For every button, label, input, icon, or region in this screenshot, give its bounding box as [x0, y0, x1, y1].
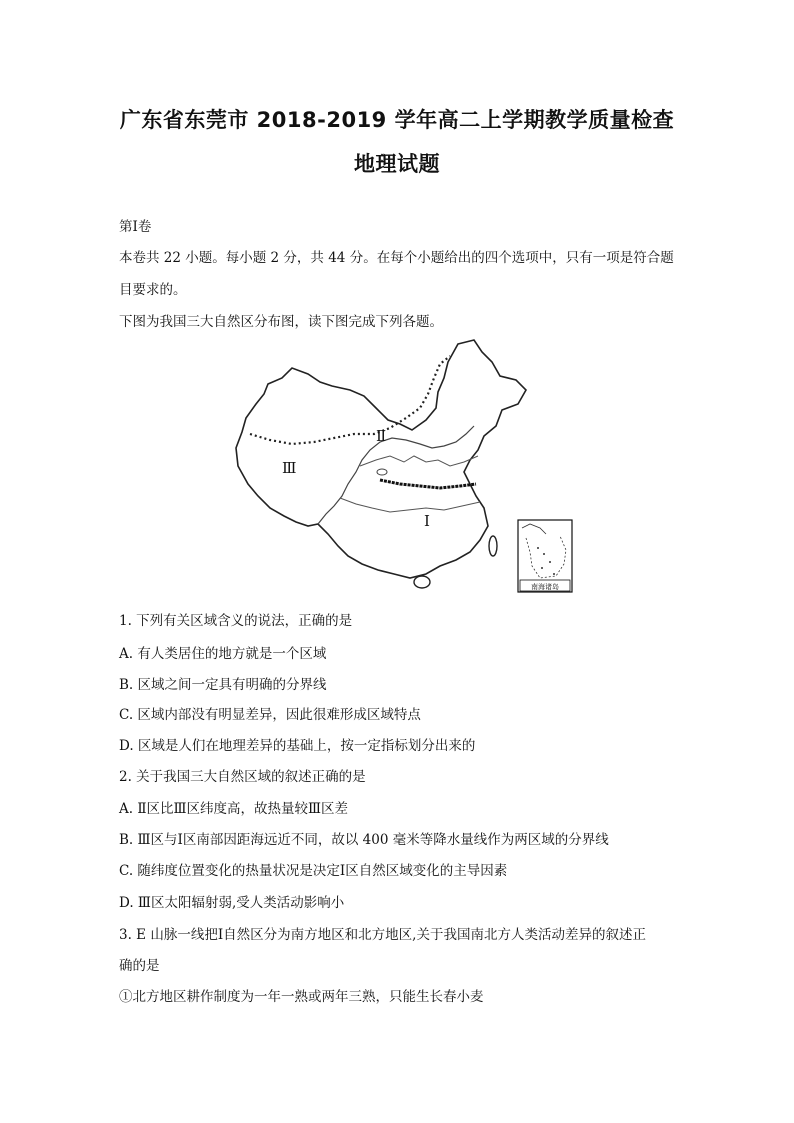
question-3-stem-line-2: 确的是 — [119, 958, 160, 974]
question-2-stem: 2. 关于我国三大自然区域的叙述正确的是 — [119, 769, 366, 785]
document-subtitle: 地理试题 — [354, 152, 440, 176]
hainan-island — [414, 576, 430, 588]
china-natural-regions-map — [230, 338, 582, 594]
question-3-statement-1: ①北方地区耕作制度为一年一熟或两年三熟，只能生长春小麦 — [119, 989, 484, 1005]
question-3-stem-line-1: 3. E 山脉一线把Ⅰ自然区分为南方地区和北方地区,关于我国南北方人类活动差异的叙述正 — [119, 927, 646, 943]
region-label-1: Ⅰ — [424, 512, 430, 530]
river-yellow — [360, 456, 478, 466]
question-1-stem: 1. 下列有关区域含义的说法，正确的是 — [119, 613, 353, 629]
region-label-3: Ⅲ — [282, 459, 297, 477]
instruction-line-2: 目要求的。 — [119, 282, 187, 298]
question-1-option-d: D. 区域是人们在地理差异的基础上，按一定指标划分出来的 — [119, 738, 476, 754]
inset-label: 南海诸岛 — [531, 583, 559, 591]
river-yangtze — [340, 498, 480, 512]
instruction-line-1: 本卷共 22 小题。每小题 2 分，共 44 分。在每个小题给出的四个选项中，只有一项是符合题 — [119, 250, 674, 266]
document-title: 广东省东莞市 2018-2019 学年高二上学期教学质量检查 — [119, 108, 675, 132]
question-2-option-c: C. 随纬度位置变化的热量状况是决定Ⅰ区自然区域变化的主导因素 — [119, 863, 508, 879]
boundary-solid — [318, 426, 474, 524]
boundary-dotted — [250, 356, 450, 444]
question-2-option-d: D. Ⅲ区太阳辐射弱,受人类活动影响小 — [119, 895, 345, 911]
question-1-option-a: A. 有人类居住的地方就是一个区域 — [119, 646, 327, 662]
qinling-line — [380, 480, 476, 488]
lake-mark — [377, 469, 387, 475]
section-label: 第Ⅰ卷 — [119, 219, 152, 235]
taiwan-island — [489, 536, 497, 556]
region-label-2: Ⅱ — [376, 427, 387, 445]
question-1-option-c: C. 区域内部没有明显差异，因此很难形成区域特点 — [119, 707, 421, 723]
question-2-option-b: B. Ⅲ区与Ⅰ区南部因距海远近不同，故以 400 毫米等降水量线作为两区域的分界线 — [119, 832, 609, 848]
question-2-option-a: A. Ⅱ区比Ⅲ区纬度高，故热量较Ⅲ区差 — [119, 801, 349, 817]
question-1-option-b: B. 区域之间一定具有明确的分界线 — [119, 677, 327, 693]
map-intro: 下图为我国三大自然区分布图，读下图完成下列各题。 — [119, 314, 443, 330]
